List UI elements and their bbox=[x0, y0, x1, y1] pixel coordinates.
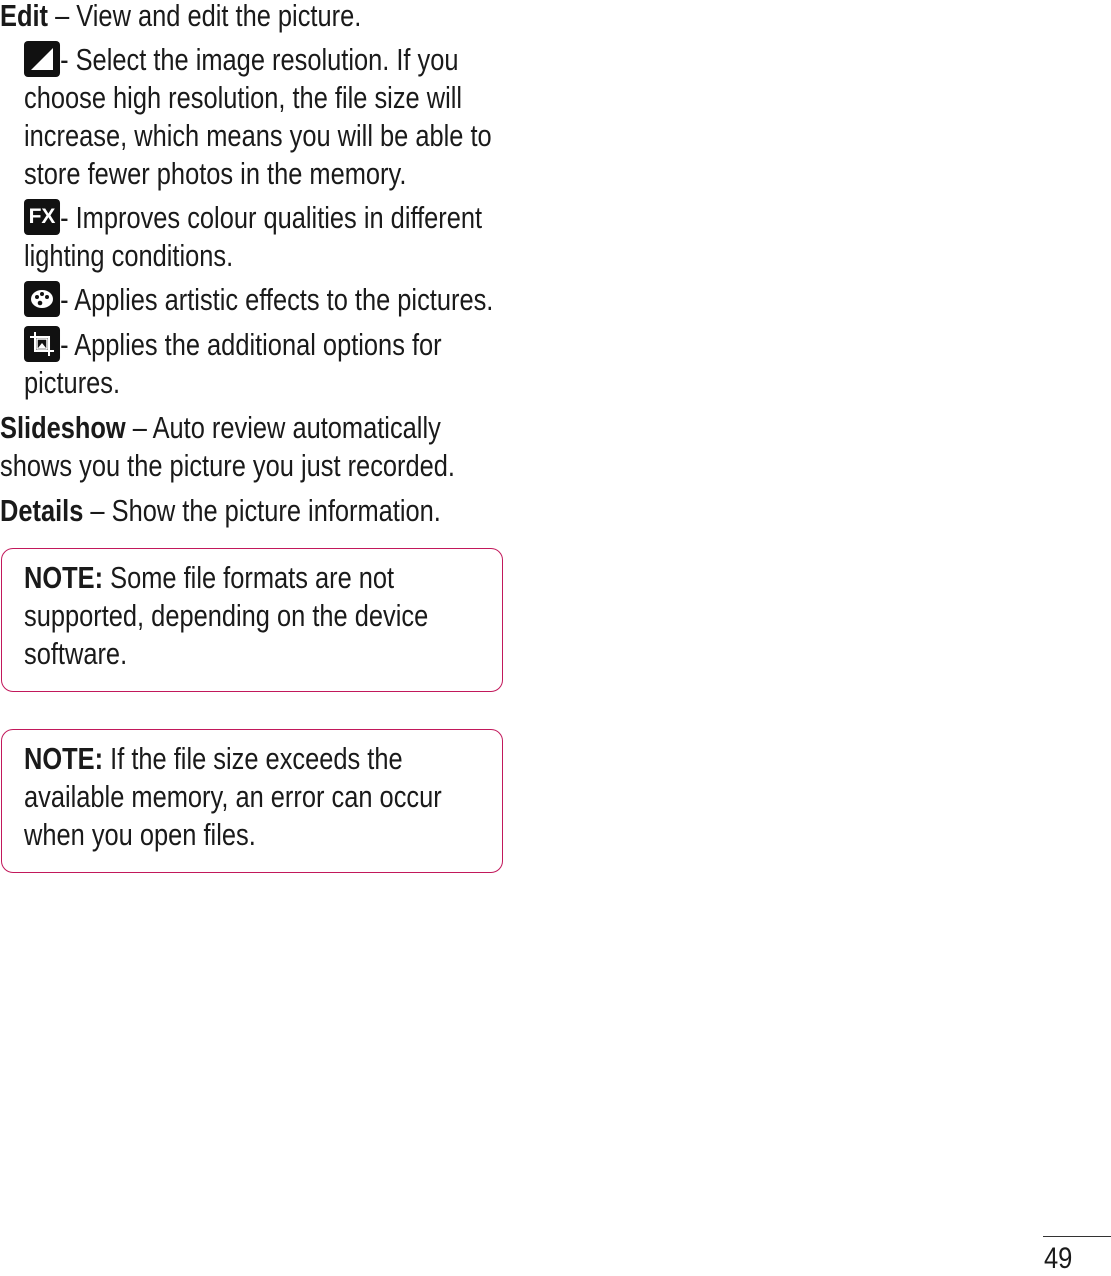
resolution-item bbox=[24, 41, 459, 79]
note-2-line-3: when you open files. bbox=[24, 817, 256, 852]
additional-options-line-2: pictures. bbox=[24, 365, 121, 400]
note-box-file-size bbox=[1, 729, 503, 873]
edit-entry bbox=[0, 0, 426, 35]
resolution-line-1: - Select the image resolution. If you bbox=[60, 42, 459, 77]
note-1-line-1: NOTE: Some file formats are not bbox=[24, 560, 395, 595]
artistic-effects-line-1: - Applies artistic effects to the pictures. bbox=[60, 282, 494, 317]
image-resolution-icon bbox=[24, 41, 60, 77]
fx-icon: FX bbox=[24, 199, 60, 235]
edit-term: Edit bbox=[0, 0, 49, 33]
crop-icon bbox=[24, 326, 60, 362]
palette-icon bbox=[24, 281, 60, 317]
additional-options-line-1: - Applies the additional options for bbox=[60, 327, 442, 362]
page-number: 49 bbox=[1044, 1242, 1073, 1275]
resolution-line-4: store fewer photos in the memory. bbox=[24, 156, 407, 191]
note-box-file-formats bbox=[1, 548, 503, 692]
note-2-line-1: NOTE: If the file size exceeds the bbox=[24, 741, 403, 776]
note-2-line-2: available memory, an error can occur bbox=[24, 779, 442, 814]
slideshow-description: – Auto review automatically bbox=[125, 410, 441, 445]
additional-options-item bbox=[24, 326, 450, 364]
details-description: – Show the picture information. bbox=[83, 493, 441, 528]
edit-description: – View and edit the picture. bbox=[48, 0, 362, 33]
fx-line-2: lighting conditions. bbox=[24, 238, 234, 273]
resolution-line-3: increase, which means you will be able to bbox=[24, 118, 492, 153]
artistic-effects-item bbox=[24, 281, 494, 319]
fx-item bbox=[24, 199, 483, 237]
page-number-rule bbox=[1043, 1236, 1111, 1237]
note-1-line-3: software. bbox=[24, 636, 128, 671]
resolution-line-2: choose high resolution, the file size will bbox=[24, 80, 463, 115]
note-label: NOTE: bbox=[24, 741, 104, 776]
note-1-line-2: supported, depending on the device bbox=[24, 598, 429, 633]
slideshow-entry bbox=[0, 409, 441, 447]
fx-line-1: - Improves colour qualities in different bbox=[60, 200, 483, 235]
slideshow-term: Slideshow bbox=[0, 410, 126, 445]
note-label: NOTE: bbox=[24, 560, 104, 595]
slideshow-line-2: shows you the picture you just recorded. bbox=[0, 448, 455, 483]
details-entry bbox=[0, 492, 441, 530]
details-term: Details bbox=[0, 493, 84, 528]
